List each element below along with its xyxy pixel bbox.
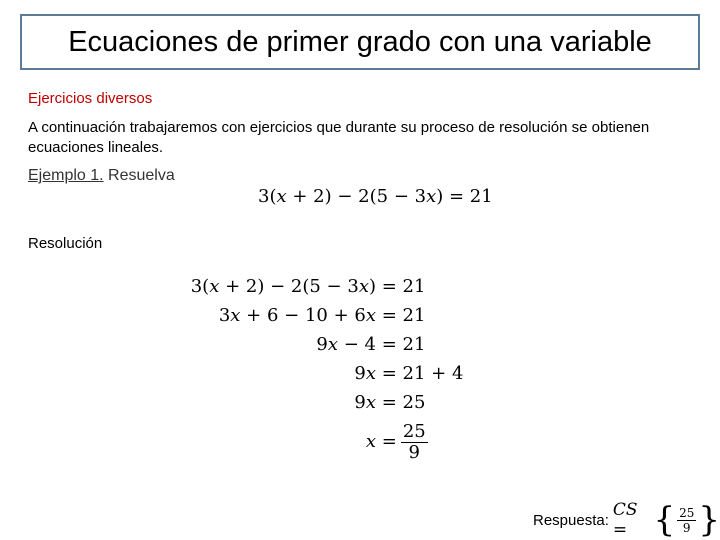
example-label [28, 167, 175, 185]
step-1-lhs: 3(x + 2) − 2(5 − 3x) [190, 276, 376, 297]
intro-paragraph: A continuación trabajaremos con ejercicios que durante su proceso de resolución se obtienen ecuaciones lineales. [28, 119, 650, 156]
step-4-lhs: 9x [354, 363, 376, 384]
step-2-lhs: 3x + 6 − 10 + 6x [218, 305, 376, 326]
step-5-lhs: 9x [354, 392, 376, 413]
step-3-rhs: = 21 [376, 334, 426, 355]
section-subtitle: Ejercicios diversos [28, 90, 153, 107]
main-equation-text: 3(x + 2) − 2(5 − 3x) = 21 [258, 186, 493, 207]
solution-denominator: 9 [682, 520, 691, 535]
resolution-label: Resolución [28, 235, 103, 252]
step-4-rhs: = 21 + 4 [376, 363, 464, 384]
step-6-lhs: x [365, 431, 376, 452]
fraction-numerator: 25 [402, 420, 426, 442]
step-2-rhs: = 21 [376, 305, 426, 326]
right-brace: } [698, 500, 720, 540]
step-3-lhs: 9x − 4 [316, 334, 376, 355]
step-6-rhs: = $\frac{25}{9}$ [376, 420, 426, 463]
fraction-25-9 [401, 422, 428, 463]
step-5-rhs: = 25 [376, 392, 426, 413]
fraction-denominator: 9 [408, 441, 420, 463]
steps-right-column [376, 272, 463, 467]
left-brace: { [653, 500, 676, 540]
answer-label: Respuesta: [533, 511, 609, 529]
slide-title-text: Ecuaciones de primer grado con una variable [68, 25, 652, 58]
slide-title [20, 14, 700, 70]
answer-line [533, 500, 720, 540]
example-number: Ejemplo 1. [28, 167, 104, 184]
answer-set-name: CS [612, 500, 638, 520]
main-equation [258, 186, 493, 207]
example-instruction: Resuelva [103, 167, 175, 184]
step-1-rhs: = 21 [376, 276, 426, 297]
solution-set [653, 500, 720, 540]
solution-fraction [677, 506, 696, 535]
steps-left-column [180, 272, 376, 467]
solution-numerator: 25 [679, 505, 695, 520]
answer-expression: CS = [612, 500, 638, 540]
